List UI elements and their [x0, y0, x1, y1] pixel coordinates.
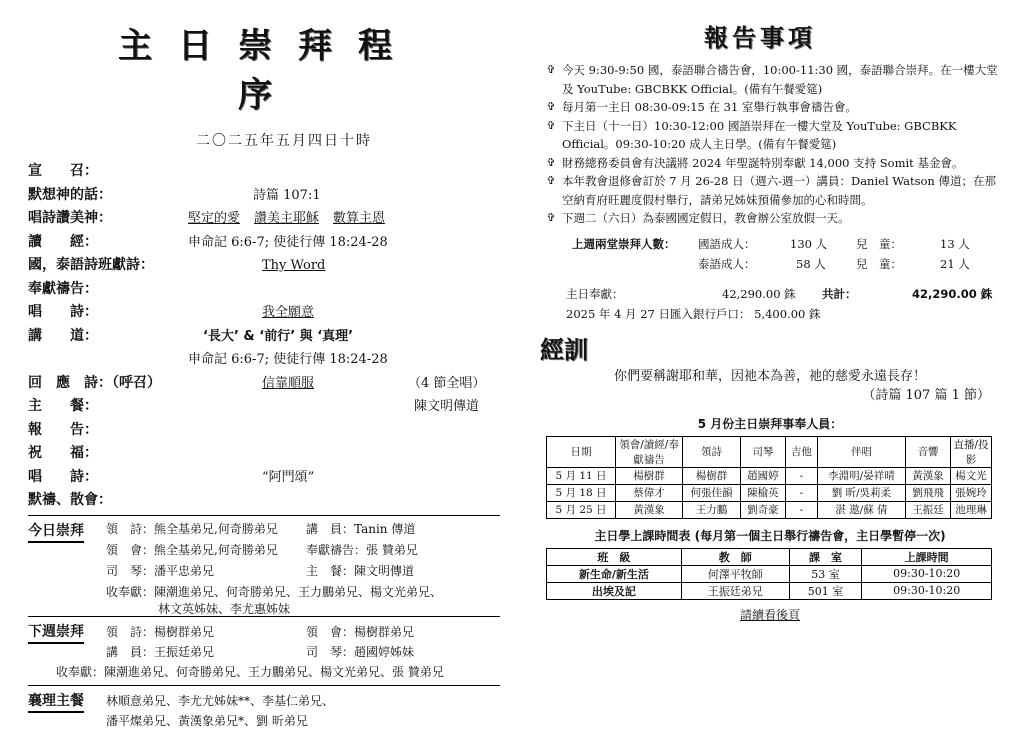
announcement-item	[540, 154, 1000, 173]
closing-hymn: “阿門頌”	[262, 469, 315, 485]
announcements-column	[540, 18, 1000, 623]
order-item	[28, 160, 500, 184]
order-item	[28, 395, 500, 419]
order-item	[28, 231, 500, 255]
order-label: 回 應 詩：（呼召）	[28, 374, 161, 391]
order-label: 奉獻禱告：	[28, 280, 98, 297]
hospitality-heading: 襄理主餐	[28, 690, 84, 713]
bank-transfer: 2025 年 4 月 27 日匯入銀行戶口： 5,400.00 銖	[566, 306, 821, 321]
order-item	[28, 207, 500, 231]
table-header: 日期	[547, 436, 616, 467]
table-cell: 湛 遨/蘇 倩	[817, 501, 905, 518]
attendance-key: 兒 童：	[856, 236, 902, 251]
attendance-value: 13 人	[940, 236, 970, 251]
sermon-scripture: 申命記 6:6-7; 使徒行傳 18:24-28	[188, 352, 388, 367]
announcements-title: 報告事項	[704, 23, 816, 52]
table-header: 教 師	[681, 548, 789, 565]
table-cell: 楊樹群	[683, 467, 741, 484]
order-item	[28, 372, 500, 396]
today-line: 講 員：Tanin 傳道	[306, 521, 416, 536]
table-header-row	[547, 548, 992, 565]
order-label: 唱詩讚美神：	[28, 210, 112, 226]
table-header: 領詩	[683, 436, 741, 467]
today-service-heading: 今日崇拜	[28, 520, 84, 543]
next-week-heading: 下週崇拜	[28, 621, 84, 644]
next-week-line: 司 琴：趙國婷姊妹	[306, 644, 415, 659]
verse-heading: 經訓	[540, 334, 588, 364]
table-cell: 劉飛飛	[906, 484, 951, 501]
table-row	[547, 467, 992, 484]
attendance-key: 兒 童：	[856, 256, 902, 271]
announcement-text: 下週二（六日）為泰國國定假日，教會辦公室放假一天。	[562, 211, 850, 225]
announcement-text: 每月第一主日 08:30-09:15 在 31 室舉行執事會禱告會。	[562, 100, 857, 114]
choir-song: Thy Word	[262, 258, 326, 273]
order-label: 主 餐：	[28, 398, 98, 414]
continue-note: 請續看後頁	[739, 607, 800, 622]
table-header: 領會/讀經/奉獻禱告	[616, 436, 683, 467]
cross-bullet-icon: ✞	[546, 100, 556, 113]
announcement-list	[540, 61, 1000, 228]
order-item	[28, 419, 500, 443]
table-header: 音響	[906, 436, 951, 467]
order-label: 唱 詩：	[28, 304, 98, 320]
sermon-title: ‘長大’ & ‘前行’ 與 ‘真理’	[203, 328, 354, 344]
cross-bullet-icon: ✞	[546, 211, 556, 224]
table-cell: 09:30-10:20	[862, 565, 992, 582]
offering-block	[540, 278, 1000, 322]
table-cell: 新生命/新生活	[547, 565, 682, 582]
response-hymn: 信靠順服	[262, 375, 315, 391]
verse-text: 你們要稱謝耶和華，因祂本為善，祂的慈愛永遠長存！	[613, 368, 926, 384]
hymn-1: 堅定的愛	[188, 211, 241, 226]
order-label: 默禱、散會：	[28, 492, 112, 508]
table-cell: 黃漢象	[906, 467, 951, 484]
order-label: 讀 經：	[28, 233, 98, 250]
next-week-line: 領 會：楊樹群弟兄	[306, 624, 415, 639]
announcement-text: 本年教會退修會訂於 7 月 26-28 日（週六-週一）講員：Daniel Watson 傳道；在那空納育府旺麗度假村舉行，請弟兄姊妹預備參加的心和時間。	[562, 174, 996, 207]
table-row	[547, 484, 992, 501]
today-line: 奉獻禱告：張 贊弟兄	[306, 542, 418, 557]
table-cell: 趙國婷	[740, 467, 785, 484]
next-week-line: 領 詩：楊樹群弟兄	[106, 624, 215, 639]
table-cell: 53 室	[789, 565, 862, 582]
order-content: 申命記 6:6-7; 使徒行傳 18:24-28	[188, 234, 388, 250]
offering-total-label: 共計：	[822, 286, 857, 301]
today-line: 收奉獻：陳潮進弟兄、何奇勝弟兄、王力鵬弟兄、楊文光弟兄、	[106, 584, 443, 599]
table-header: 吉他	[785, 436, 817, 467]
announcement-item	[540, 61, 1000, 98]
offering-amount: 42,290.00 銖	[722, 286, 796, 301]
attendance-label: 上週兩堂崇拜人數：	[572, 236, 676, 251]
attendance-value: 21 人	[940, 256, 970, 271]
announcement-item	[540, 172, 1000, 209]
announcement-item	[540, 117, 1000, 154]
hymn-3: 數算主恩	[333, 211, 386, 226]
hymn: 我全願意	[262, 305, 315, 320]
announcement-text: 財務總務委員會有決議將 2024 年聖誕特別奉獻 14,000 支持 Somit 基金會。	[562, 155, 964, 170]
order-item	[28, 466, 500, 490]
verse-reference: （詩篇 107 篇 1 節）	[862, 387, 990, 403]
today-line: 司 琴：潘平忠弟兄	[106, 563, 215, 578]
order-label: 祝 福：	[28, 445, 98, 461]
order-item	[28, 184, 500, 208]
table-cell: 池理琳	[951, 501, 992, 518]
table-header: 課 室	[789, 548, 862, 565]
cross-bullet-icon: ✞	[546, 118, 556, 132]
servers-table	[546, 436, 992, 519]
table-header-row	[547, 436, 992, 467]
attendance-value: 58 人	[796, 256, 826, 271]
verse-note: （4 節全唱）	[408, 375, 486, 391]
table-cell: 張婉玲	[951, 484, 992, 501]
order-label: 國，泰語詩班獻詩：	[28, 257, 154, 273]
order-label: 默想神的話：	[28, 186, 112, 203]
table-cell: 何澤平牧師	[681, 565, 789, 582]
table-cell: 王力鵬	[683, 501, 741, 518]
today-line: 林文英姊妹、李尤惠姊妹	[158, 601, 291, 616]
order-label: 唱 詩：	[28, 468, 98, 485]
table-header: 班 級	[547, 548, 682, 565]
table-cell: 李淵明/晏祥晴	[817, 467, 905, 484]
next-week-line: 收奉獻：陳潮進弟兄、何奇勝弟兄、王力鵬弟兄、楊文光弟兄、張 贊弟兄	[56, 664, 444, 679]
today-line: 領 詩：熊全基弟兄,何奇勝弟兄	[106, 521, 278, 536]
table-row	[547, 582, 992, 599]
order-item	[28, 254, 500, 278]
today-service-section	[28, 516, 500, 614]
announcement-text: 下主日（十一日）10:30-12:00 國語崇拜在一樓大堂及 YouTube: GBCBKK Official。09:30-10:20 成人主日學。(備有午餐愛筵)	[562, 118, 957, 151]
table-cell: 何張佳韻	[683, 484, 741, 501]
announcement-text: 今天 9:30-9:50 國，泰語聯合禱告會，10:00-11:30 國，泰語聯合崇拜。在一樓大堂及 YouTube: GBCBKK Official。(備有午餐愛筵)	[562, 63, 998, 96]
announcement-item	[540, 209, 1000, 228]
attendance-block	[540, 232, 1000, 276]
table-header: 上課時間	[862, 548, 992, 565]
table-cell: 501 室	[789, 582, 862, 599]
table-cell: 黃漢象	[616, 501, 683, 518]
table-cell: 劉 昕/吳莉柔	[817, 484, 905, 501]
sunday-school-caption: 主日學上課時間表 (每月第一個主日舉行禱告會，主日學暫停一次)	[594, 528, 946, 543]
servers-caption: 5 月份主日崇拜事奉人員：	[697, 416, 843, 431]
table-cell: 王振廷弟兄	[681, 582, 789, 599]
table-cell: -	[785, 484, 817, 501]
order-label: 報 告：	[28, 421, 98, 438]
cross-bullet-icon: ✞	[546, 63, 556, 76]
table-cell: 5 月 25 日	[547, 501, 616, 518]
communion-leader: 陳文明傳道	[414, 399, 480, 414]
order-label: 宣 召：	[28, 163, 98, 179]
order-item	[28, 325, 500, 349]
table-cell: 5 月 18 日	[547, 484, 616, 501]
table-cell: 5 月 11 日	[547, 467, 616, 484]
worship-order-column	[28, 18, 500, 728]
table-cell: -	[785, 501, 817, 518]
hospitality-line: 潘平燦弟兄、黃漢象弟兄*、劉 昕弟兄	[106, 713, 308, 728]
attendance-value: 130 人	[790, 236, 828, 251]
announcement-item	[540, 98, 1000, 117]
offering-total: 42,290.00 銖	[912, 286, 993, 301]
today-line: 主 餐：陳文明傳道	[306, 563, 415, 578]
table-header: 伴唱	[817, 436, 905, 467]
program-datetime: 二〇二五年五月四日十時	[196, 133, 372, 149]
next-week-section	[28, 617, 500, 683]
order-list	[28, 160, 500, 513]
hospitality-section	[28, 686, 500, 728]
table-cell: 蔡偉才	[616, 484, 683, 501]
attendance-key: 泰語成人：	[698, 256, 756, 271]
hymn-2: 讚美主耶穌	[254, 211, 320, 226]
table-header: 直播/投影	[951, 436, 992, 467]
table-cell: 楊文光	[951, 467, 992, 484]
table-cell: 09:30-10:20	[862, 582, 992, 599]
cross-bullet-icon: ✞	[546, 174, 556, 187]
table-cell: -	[785, 467, 817, 484]
offering-label: 主日奉獻：	[566, 286, 624, 301]
table-cell: 王振廷	[906, 501, 951, 518]
table-row	[547, 501, 992, 518]
table-header: 司琴	[740, 436, 785, 467]
table-row	[547, 565, 992, 582]
order-item	[28, 278, 500, 302]
sunday-school-table	[546, 548, 992, 600]
attendance-key: 國語成人：	[698, 236, 756, 251]
order-item	[28, 301, 500, 325]
today-line: 領 會：熊全基弟兄,何奇勝弟兄	[106, 542, 278, 557]
order-item	[28, 442, 500, 466]
hospitality-line: 林順意弟兄、李尤尤姊妹**、李基仁弟兄、	[106, 693, 335, 708]
table-cell: 劉奇豪	[740, 501, 785, 518]
table-cell: 楊樹群	[616, 467, 683, 484]
order-item	[28, 348, 500, 372]
order-content: 詩篇 107:1	[253, 187, 321, 203]
next-week-line: 講 員：王振廷弟兄	[106, 644, 215, 659]
order-label: 講 道：	[28, 327, 98, 344]
program-title: 主日崇拜程序	[118, 26, 418, 115]
order-item	[28, 489, 500, 513]
cross-bullet-icon: ✞	[546, 155, 556, 169]
table-cell: 陳榆英	[740, 484, 785, 501]
table-cell: 出埃及記	[547, 582, 682, 599]
